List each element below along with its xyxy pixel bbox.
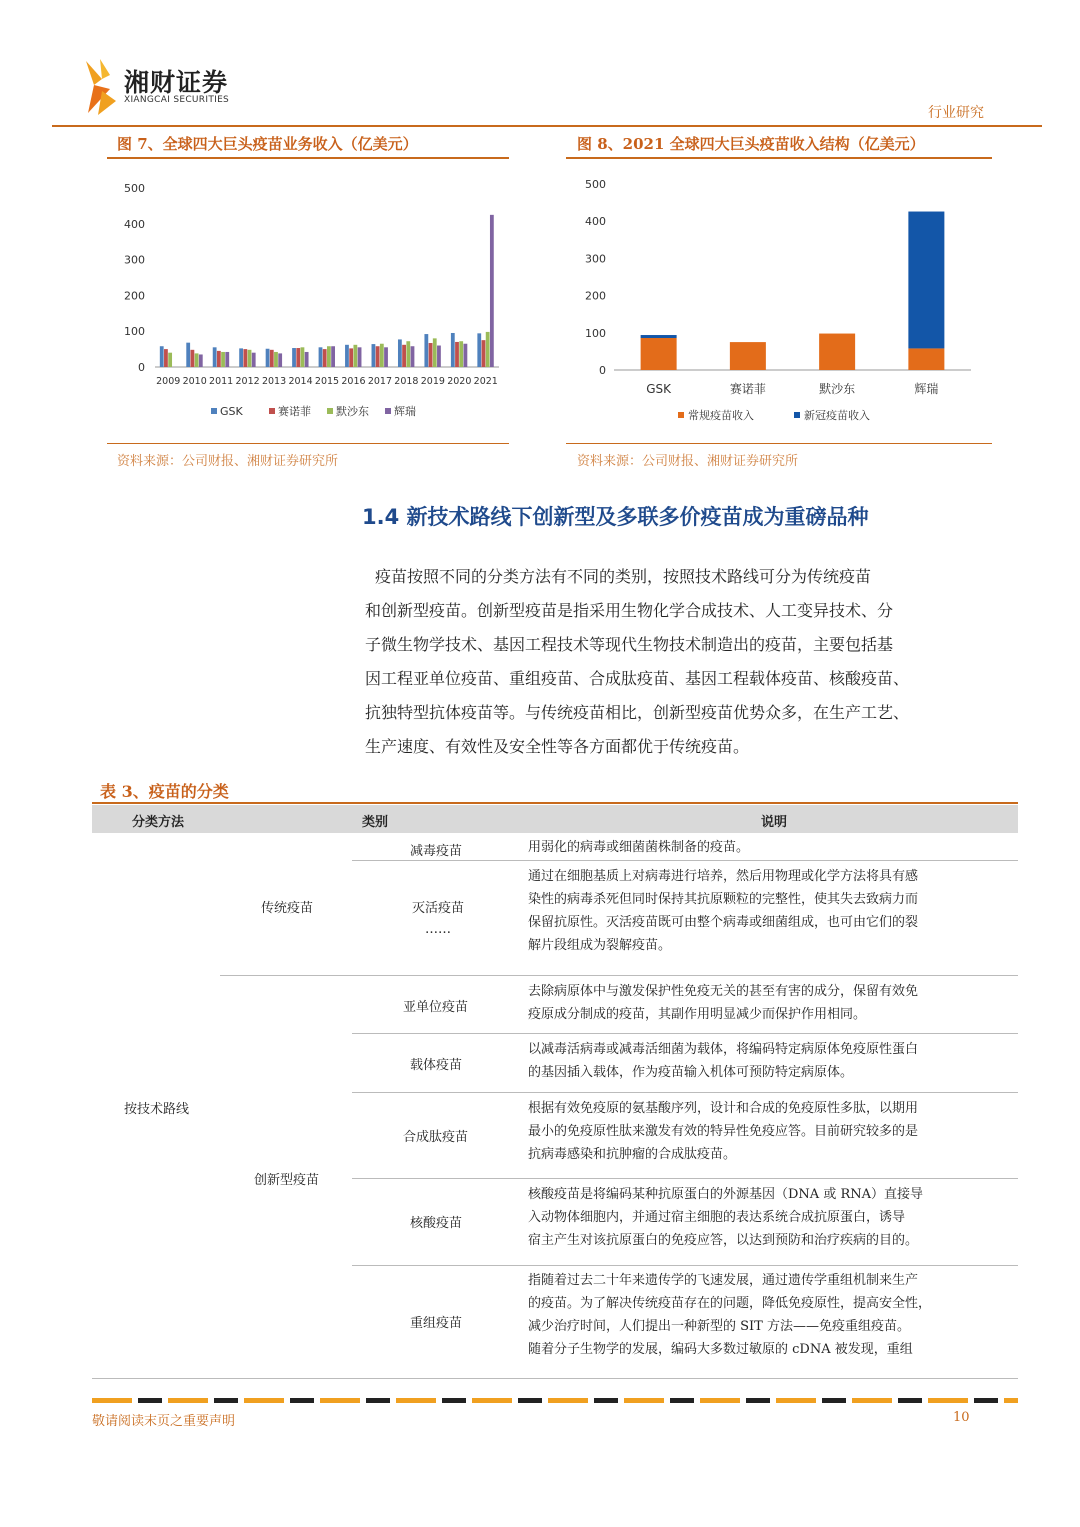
table-row-desc: 通过在细胞基质上对病毒进行培养，然后用物理或化学方法将具有感 染性的病毒杀死但同时保持其抗原颗粒的完整性，使其失去致病力而 保留抗原性。灭活疫苗既可由整个病毒或细菌组成，也可由它们的裂 解片段组成为裂解疫苗。 (528, 869, 919, 953)
table-row-name: 载体疫苗 (410, 1058, 463, 1073)
header-rule (52, 125, 1042, 127)
bar-辉瑞 (464, 344, 468, 367)
bar-GSK (292, 348, 296, 367)
bar-赛诺菲 (190, 350, 194, 367)
legend-swatch (794, 412, 800, 418)
y-tick-label: 0 (138, 361, 145, 374)
legend-swatch (385, 408, 391, 414)
legend-swatch (678, 412, 684, 418)
page-number: 10 (953, 1410, 970, 1425)
table-row-name: 核酸疫苗 (410, 1216, 463, 1231)
bar-默沙东 (327, 346, 331, 367)
table-divider (352, 1033, 1018, 1034)
x-tick-label: 赛诺菲 (729, 382, 766, 396)
x-tick-label: 2014 (288, 376, 313, 387)
bar-默沙东 (380, 344, 384, 367)
table-row-ellipsis: …… (425, 922, 451, 937)
x-tick-label: 2017 (367, 376, 393, 387)
y-tick-label: 500 (124, 182, 145, 195)
table-divider (220, 975, 1018, 976)
bar-辉瑞 (490, 215, 494, 367)
table-bottom-rule (92, 1378, 1018, 1379)
table-group-innovative: 创新型疫苗 (254, 1173, 320, 1188)
chart-figure8 (566, 170, 996, 430)
bar-常规疫苗收入 (730, 342, 766, 370)
table-header-row (92, 805, 1018, 833)
section-body (365, 560, 1005, 764)
table-divider (352, 1092, 1018, 1093)
table-row-name: 重组疫苗 (410, 1316, 463, 1331)
bar-默沙东 (168, 353, 172, 367)
bar-GSK (160, 346, 164, 367)
logo-mark-icon (80, 55, 120, 119)
figure7-title: 图 7、全球四大巨头疫苗业务收入（亿美元） (117, 135, 418, 153)
bar-赛诺菲 (243, 349, 247, 367)
bar-新冠疫苗收入 (641, 335, 677, 338)
table-divider (352, 1265, 1018, 1266)
bar-GSK (477, 333, 481, 367)
table-row-desc: 指随着过去二十年来遗传学的飞速发展，通过遗传学重组机制来生产 的疫苗。为了解决传统疫苗存在的问题，降低免疫原性，提高安全性， 减少治疗时间，人们提出一种新型的 SIT 方法——免疫重组疫苗。 随着分子生物学的发展，编码大多数过敏原的 cDNA 被发现，重组 (528, 1273, 932, 1357)
x-tick-label: 2015 (314, 376, 340, 387)
x-tick-label: 2020 (447, 376, 472, 387)
x-tick-label: 2016 (341, 376, 366, 387)
bar-新冠疫苗收入 (908, 212, 944, 349)
table-row-desc: 核酸疫苗是将编码某种抗原蛋白的外源基因（DNA 或 RNA）直接导 入动物体细胞内，并通过宿主细胞的表达系统合成抗原蛋白，诱导 宿主产生对该抗原蛋白的免疫应答，以达到预防和治疗疾病的目的。 (528, 1187, 924, 1248)
x-tick-label: GSK (646, 382, 672, 396)
bar-辉瑞 (305, 352, 309, 367)
bar-GSK (239, 348, 243, 367)
bar-赛诺菲 (217, 351, 221, 367)
table-divider (352, 1178, 1018, 1179)
table-row-name: 合成肽疫苗 (403, 1130, 469, 1145)
x-tick-label: 2009 (156, 376, 181, 387)
figure8-title: 图 8、2021 全球四大巨头疫苗收入结构（亿美元） (577, 135, 925, 153)
bar-默沙东 (274, 352, 278, 367)
paragraph-line: 抗独特型抗体疫苗等。与传统疫苗相比，创新型疫苗优势众多，在生产工艺、 (365, 703, 910, 722)
bar-GSK (424, 334, 428, 367)
logo (80, 55, 120, 119)
bar-辉瑞 (278, 353, 282, 367)
footer-dashed-rule (92, 1398, 1018, 1403)
bar-默沙东 (221, 352, 225, 367)
bar-赛诺菲 (455, 342, 459, 367)
bar-GSK (213, 347, 217, 367)
bar-默沙东 (433, 338, 437, 367)
bar-常规疫苗收入 (819, 334, 855, 370)
paragraph-line: 因工程亚单位疫苗、重组疫苗、合成肽疫苗、基因工程载体疫苗、核酸疫苗、 (365, 669, 910, 688)
legend-label: GSK (220, 405, 243, 418)
x-tick-label: 2019 (420, 376, 445, 387)
figure7-title-rule (107, 157, 509, 159)
y-tick-label: 100 (585, 326, 606, 340)
x-tick-label: 2011 (209, 376, 234, 387)
figure7-source-rule (107, 443, 509, 444)
bar-默沙东 (195, 353, 199, 367)
bar-赛诺菲 (164, 349, 168, 367)
bar-赛诺菲 (482, 340, 486, 367)
x-tick-label: 2010 (182, 376, 207, 387)
figure8-source: 资料来源：公司财报、湘财证券研究所 (577, 454, 799, 469)
y-tick-label: 0 (599, 364, 606, 377)
table-row-desc: 以减毒活病毒或减毒活细菌为载体，将编码特定病原体免疫原性蛋白 的基因插入载体，作为疫苗输入机体可预防特定病原体。 (528, 1042, 919, 1080)
bar-赛诺菲 (376, 346, 380, 367)
bar-辉瑞 (199, 354, 203, 367)
figure8-source-rule (566, 443, 992, 444)
bar-GSK (451, 333, 455, 367)
bar-默沙东 (459, 341, 463, 367)
figure8-title-rule (566, 157, 992, 159)
table-title: 表 3、疫苗的分类 (100, 782, 229, 801)
table-row-name: 亚单位疫苗 (403, 1000, 469, 1015)
bar-GSK (372, 344, 376, 367)
x-tick-label: 辉瑞 (914, 382, 939, 396)
bar-赛诺菲 (402, 345, 406, 367)
bar-默沙东 (406, 341, 410, 367)
x-tick-label: 默沙东 (819, 382, 856, 396)
bar-辉瑞 (358, 347, 362, 367)
table-header-category: 类别 (362, 815, 389, 830)
x-tick-label: 2021 (473, 376, 498, 387)
x-tick-label: 2012 (235, 376, 260, 387)
paragraph-line: 和创新型疫苗。创新型疫苗是指采用生物化学合成技术、人工变异技术、分 (365, 601, 894, 620)
y-tick-label: 300 (124, 253, 145, 267)
paragraph-line: 生产速度、有效性及安全性等各方面都优于传统疫苗。 (365, 737, 750, 756)
report-category: 行业研究 (928, 105, 984, 121)
legend-swatch (269, 408, 275, 414)
bar-GSK (186, 343, 190, 367)
table-group-traditional: 传统疫苗 (261, 901, 314, 916)
bar-GSK (398, 339, 402, 367)
bar-辉瑞 (225, 352, 229, 367)
section-title: 1.4 新技术路线下创新型及多联多价疫苗成为重磅品种 (362, 505, 869, 529)
legend-label: 辉瑞 (394, 405, 416, 418)
figure7-source: 资料来源：公司财报、湘财证券研究所 (117, 454, 339, 469)
table-row-name: 减毒疫苗 (410, 844, 463, 859)
table-header-description: 说明 (761, 815, 788, 830)
legend-label: 新冠疫苗收入 (804, 409, 870, 422)
chart-figure7 (107, 170, 517, 430)
bar-默沙东 (301, 347, 305, 367)
bar-默沙东 (353, 345, 357, 367)
bar-默沙东 (486, 332, 490, 367)
table-row-desc: 根据有效免疫原的氨基酸序列，设计和合成的免疫原性多肽，以期用 最小的免疫原性肽来激发有效的特异性免疫应答。目前研究较多的是 抗病毒感染和抗肿瘤的合成肽疫苗。 (528, 1101, 919, 1162)
legend-swatch (211, 408, 217, 414)
bar-赛诺菲 (323, 349, 327, 367)
x-tick-label: 2013 (261, 376, 287, 387)
bar-辉瑞 (252, 353, 256, 367)
bar-GSK (266, 349, 270, 367)
bar-赛诺菲 (270, 350, 274, 367)
x-tick-label: 2018 (394, 376, 419, 387)
table-method-label: 按技术路线 (124, 1102, 190, 1117)
bar-辉瑞 (437, 346, 441, 367)
legend-swatch (327, 408, 333, 414)
legend-label: 常规疫苗收入 (688, 409, 754, 422)
y-tick-label: 200 (585, 289, 606, 303)
bar-赛诺菲 (296, 348, 300, 367)
y-tick-label: 100 (124, 325, 145, 339)
brand-name-en: XIANGCAI SECURITIES (124, 95, 230, 105)
bar-常规疫苗收入 (641, 338, 677, 370)
table-row-name: 灭活疫苗 (412, 901, 465, 916)
y-tick-label: 200 (124, 289, 145, 303)
bar-辉瑞 (384, 347, 388, 367)
table-row-desc: 用弱化的病毒或细菌菌株制备的疫苗。 (528, 840, 750, 855)
bar-常规疫苗收入 (908, 348, 944, 370)
legend-label: 默沙东 (336, 405, 369, 418)
footer-notice: 敬请阅读末页之重要声明 (92, 1414, 236, 1429)
bar-赛诺菲 (349, 348, 353, 367)
bar-GSK (345, 345, 349, 367)
y-tick-label: 400 (585, 215, 606, 229)
legend-label: 赛诺菲 (278, 405, 311, 418)
bar-GSK (319, 347, 323, 367)
paragraph-line: 子微生物学技术、基因工程技术等现代生物技术制造出的疫苗，主要包括基 (365, 635, 894, 654)
bar-默沙东 (248, 350, 252, 367)
brand-name: 湘财证券 (124, 68, 229, 97)
table-row-desc: 去除病原体中与激发保护性免疫无关的甚至有害的成分，保留有效免 疫原成分制成的疫苗，其副作用明显减少而保护作用相同。 (528, 984, 919, 1022)
y-tick-label: 400 (124, 217, 145, 231)
bar-辉瑞 (411, 346, 415, 367)
table-title-rule (92, 802, 1018, 804)
bar-赛诺菲 (429, 343, 433, 367)
paragraph-line: 疫苗按照不同的分类方法有不同的类别，按照技术路线可分为传统疫苗 (375, 567, 872, 586)
table-header-method: 分类方法 (132, 815, 185, 830)
y-tick-label: 300 (585, 252, 606, 266)
table-divider (352, 860, 1018, 861)
bar-辉瑞 (331, 346, 335, 367)
y-tick-label: 500 (585, 178, 606, 191)
